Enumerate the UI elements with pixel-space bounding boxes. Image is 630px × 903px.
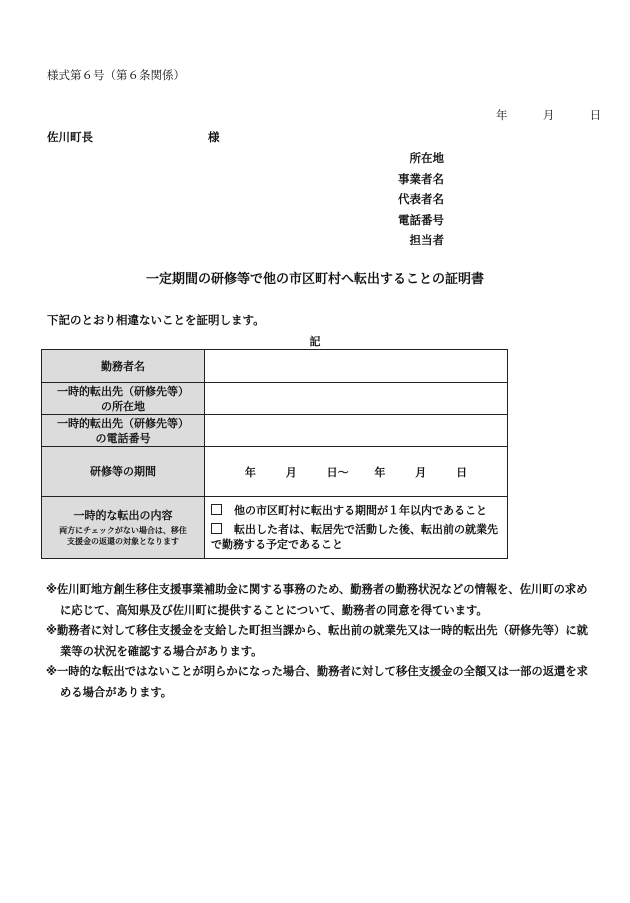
dest-address-input[interactable] [205, 383, 508, 415]
note-item: ※佐川町地方創生移住支援事業補助金に関する事務のため、勤務者の勤務状況などの情報を、佐川町の求めに応じて、高知県及び佐川町に提供することについて、勤務者の同意を得ています。 [46, 583, 588, 617]
content-note-2: 支援金の返還の対象となります [67, 537, 179, 546]
addressee-honorific: 様 [208, 130, 220, 144]
option-return-to-workplace[interactable]: 転出した者は、転居先で活動した後、転出前の就業先で勤務する予定であること [211, 523, 498, 551]
table-row [42, 497, 508, 559]
worker-name-label: 勤務者名 [42, 350, 205, 383]
worker-name-input[interactable] [205, 350, 508, 383]
content-label: 一時的な転出の内容 両方にチェックがない場合は、移住 支援金の返還の対象となります [42, 497, 205, 559]
applicant-fields [398, 148, 444, 251]
field-representative: 代表者名 [398, 192, 444, 206]
addressee-name: 佐川町長 [47, 130, 93, 144]
form-number: 様式第６号（第６条関係） [47, 68, 185, 82]
field-address: 所在地 [409, 151, 444, 165]
lead-text: 下記のとおり相違ないことを証明します。 [47, 313, 265, 327]
dest-address-label: 一時的転出先（研修先等） の所在地 [42, 383, 205, 415]
field-business-name: 事業者名 [398, 171, 444, 186]
table-row [42, 415, 508, 447]
note-item: ※勤務者に対して移住支援金を支給した町担当課から、転出前の就業先又は一時的転出先（研修先等）に就業等の状況を確認する場合があります。 [46, 624, 588, 658]
ki-marker: 記 [309, 335, 321, 348]
table-row [42, 383, 508, 415]
content-note-1: 両方にチェックがない場合は、移住 [59, 526, 187, 535]
content-options [205, 497, 508, 559]
field-phone: 電話番号 [398, 212, 444, 227]
checkbox-icon[interactable] [211, 523, 222, 534]
document-title: 一定期間の研修等で他の市区町村へ転出することの証明書 [145, 272, 484, 287]
notes [46, 580, 591, 703]
date-line [496, 107, 601, 123]
table-row [42, 447, 508, 497]
certificate-table [41, 349, 508, 559]
period-label: 研修等の期間 [42, 447, 205, 497]
note-item: ※一時的な転出ではないことが明らかになった場合、勤務者に対して移住支援金の全額又は一部の返還を求める場合があります。 [46, 665, 588, 699]
dest-phone-label: 一時的転出先（研修先等） の電話番号 [42, 415, 205, 447]
date-year: 年 [496, 108, 508, 122]
dest-phone-input[interactable] [205, 415, 508, 447]
checkbox-icon[interactable] [211, 504, 222, 515]
field-contact-person: 担当者 [409, 233, 444, 247]
date-month: 月 [542, 108, 555, 122]
date-day: 日 [589, 108, 602, 122]
table-row [42, 350, 508, 383]
period-input[interactable]: 年 月 日～ 年 月 日 [205, 447, 508, 497]
option-within-one-year[interactable]: 他の市区町村に転出する期間が１年以内であること [205, 501, 507, 520]
